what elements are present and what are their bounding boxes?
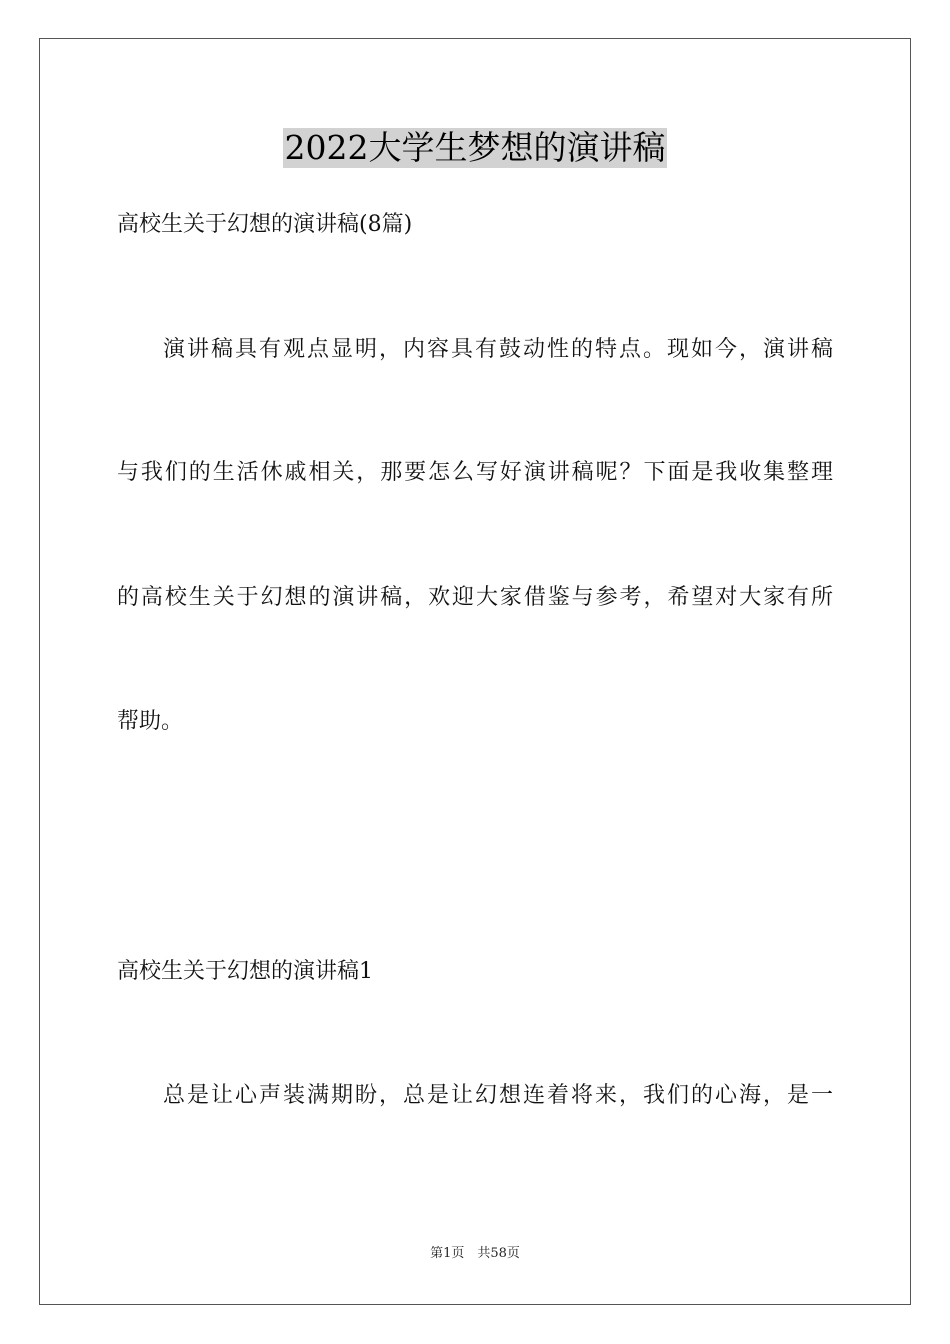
intro-line-4: 帮助。 xyxy=(117,709,184,734)
intro-line-3: 的高校生关于幻想的演讲稿，欢迎大家借鉴与参考，希望对大家有所 xyxy=(117,585,833,610)
section-line-1: 总是让心声装满期盼，总是让幻想连着将来，我们的心海，是一 xyxy=(163,1083,833,1108)
title-container xyxy=(0,128,950,168)
document-title: 2022大学生梦想的演讲稿 xyxy=(284,128,666,167)
page-number-footer: 第1页 共58页 xyxy=(430,1246,520,1261)
intro-line-1: 演讲稿具有观点显明，内容具有鼓动性的特点。现如今，演讲稿 xyxy=(163,337,833,362)
intro-line-2: 与我们的生活休戚相关，那要怎么写好演讲稿呢？下面是我收集整理 xyxy=(117,460,833,485)
section-heading: 高校生关于幻想的演讲稿1 xyxy=(117,959,373,984)
document-subtitle: 高校生关于幻想的演讲稿(8篇) xyxy=(117,212,413,237)
